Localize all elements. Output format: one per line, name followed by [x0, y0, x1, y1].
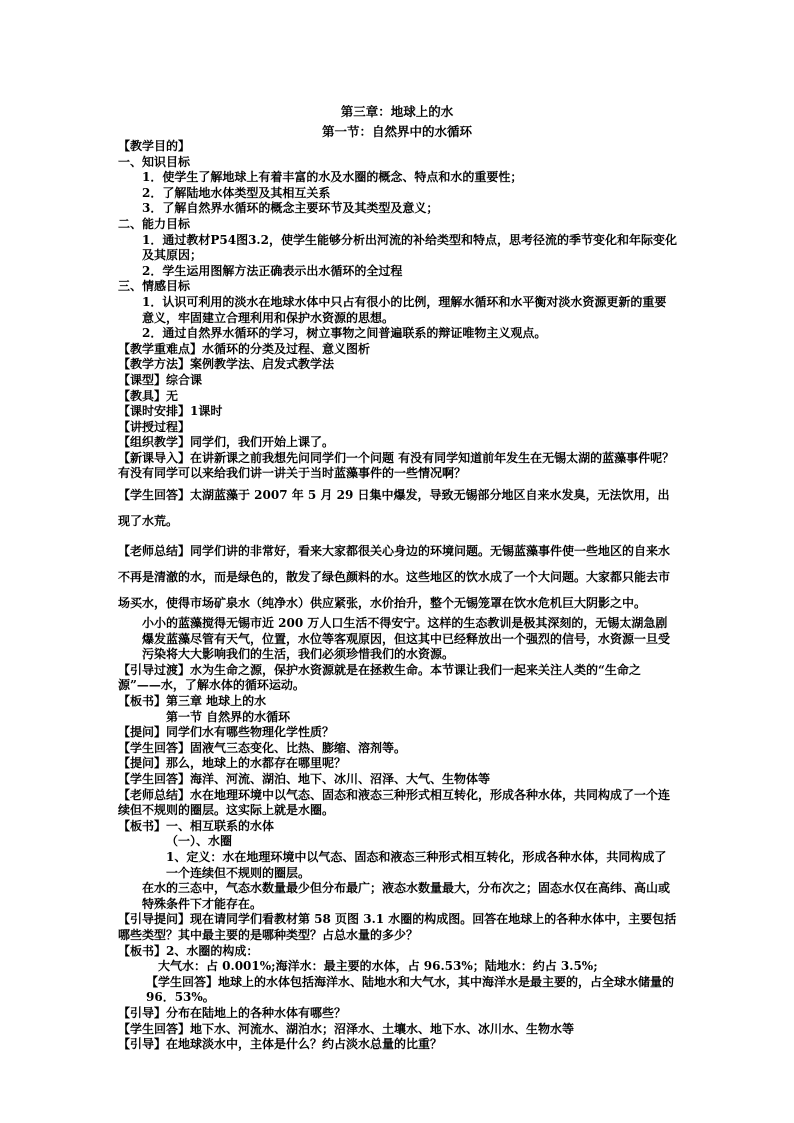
text-line: 【老师总结】水在地理环境中以气态、固态和液态三种形式相互转化，形成各种水体，共同构成了一个连续但不规则的圈层。这实际上就是水圈。 [118, 787, 671, 818]
text-line: （一）、水圈 [166, 834, 233, 849]
text-line: 【组织教学】同学们，我们开始上课了。 [118, 435, 335, 450]
text-line: 小小的蓝藻搅得无锡市近 200 万人口生活不得安宁。这样的生态教训是极其深刻的，无锡太湖急剧爆发蓝藻尽管有天气，位置，水位等客观原因，但这其中已经释放出一个强烈的信号，水资源一旦受污染将大大影响我们的生活，我们必须珍惜我们的水资源。 [142, 616, 671, 662]
text-line: 【引导】在地球淡水中，主体是什么？约占淡水总量的比重？ [118, 1037, 443, 1052]
section-title: 第一节：自然界中的水循环 [321, 124, 472, 139]
text-line: 【学生回答】太湖蓝藻于 2007 年 5 月 29 日集中爆发，导致无锡部分地区自来水发臭，无法饮用，出现了水荒。 [118, 488, 670, 529]
text-line: 3．了解自然界水循环的概念主要环节及其类型及意义； [142, 201, 439, 216]
text-line: 【板书】一、相互联系的水体 [118, 818, 275, 833]
text-line: 【课型】综合课 [118, 372, 203, 387]
text-line: 大气水：占 0.001%;海洋水：最主要的水体，占 96.53%；陆地水：约占 3.5%; [158, 959, 598, 974]
text-line: 【板书】第三章 地球上的水 [118, 694, 267, 709]
text-line: 三、情感目标 [118, 279, 191, 294]
text-line: 【引导过渡】水为生命之源，保护水资源就是在拯救生命。本节课让我们一起来关注人类的“生命之源”——水，了解水体的循环运动。 [118, 662, 641, 693]
text-line: 1．认识可利用的淡水在地球水体中只占有很小的比例，理解水循环和水平衡对淡水资源更新的重要意义，牢固建立合理利用和保护水资源的思想。 [142, 294, 667, 325]
text-line: 2．学生运用图解方法正确表示出水循环的全过程 [142, 263, 403, 278]
text-line: 1．通过教材P54图3.2，使学生能够分析出河流的补给类型和特点，思考径流的季节变化和年际变化及其原因； [142, 232, 677, 263]
text-line: 二、能力目标 [118, 216, 191, 231]
text-line: 【学生回答】地球上的水体包括海洋水、陆地水和大气水，其中海洋水是最主要的，占全球水储量的 96．53%。 [146, 974, 675, 1005]
text-line: 【学生回答】地下水、河流水、湖泊水；沼泽水、土壤水、地下水、冰川水、生物水等 [118, 1021, 575, 1036]
text-line: 【教学重难点】水循环的分类及过程、意义图析 [118, 341, 371, 356]
text-line: 第一节 自然界的水循环 [166, 709, 291, 724]
text-line: 一、知识目标 [118, 154, 191, 169]
text-line: 【教学方法】案例教学法、启发式教学法 [118, 357, 335, 372]
text-line: 【板书】2、水圈的构成： [118, 943, 259, 958]
text-line: 2．了解陆地水体类型及其相互关系 [142, 185, 331, 200]
text-line: 【讲授过程】 [118, 419, 191, 434]
text-line: 【课时安排】1课时 [118, 404, 223, 419]
text-line: 【教学目的】 [118, 139, 191, 153]
text-line: 【学生回答】固液气三态变化、比热、膨缩、溶剂等。 [118, 740, 407, 755]
text-line: 【提问】同学们水有哪些物理化学性质？ [118, 725, 335, 740]
text-line: 【引导】分布在陆地上的各种水体有哪些？ [118, 1005, 347, 1020]
text-line: 【新课导入】在讲新课之前我想先问同学们一个问题 有没有同学知道前年发生在无锡太湖的蓝藻事件呢？有没有同学可以来给我们讲一讲关于当时蓝藻事件的一些情况啊？ [118, 450, 675, 481]
chapter-title: 第三章：地球上的水 [340, 104, 454, 119]
text-line: 【教具】无 [118, 388, 179, 403]
text-line: 【引导提问】现在请同学们看教材第 58 页图 3.1 水圈的构成图。回答在地球上的各种水体中，主要包括哪些类型？其中最主要的是哪种类型？占总水量的多少？ [118, 912, 677, 942]
text-line: 在水的三态中，气态水数量最少但分布最广；液态水数量最大，分布次之；固态水仅在高纬、高山或特殊条件下才能存在。 [142, 881, 671, 911]
text-line: 【老师总结】同学们讲的非常好，看来大家都很关心身边的环境问题。无锡蓝藻事件使一些地区的自来水不再是清澈的水，而是绿色的，散发了绿色颜料的水。这些地区的饮水成了一个大问题。大家都只能去市场买水，使得市场矿泉水（纯净水）供应紧张，水价抬升，整个无锡笼罩在饮水危机巨大阴影之中。 [118, 544, 671, 611]
text-line: 【提问】那么，地球上的水都存在哪里呢？ [118, 756, 347, 771]
text-line: 1、定义：水在地理环境中以气态、固态和液态三种形式相互转化，形成各种水体，共同构成了一个连续但不规则的圈层。 [166, 849, 667, 880]
text-line: 2．通过自然界水循环的学习，树立事物之间普遍联系的辩证唯物主义观点。 [142, 326, 547, 341]
text-line: 【学生回答】海洋、河流、湖泊、地下、冰川、沼泽、大气、生物体等 [118, 772, 491, 786]
document-body [118, 139, 678, 1053]
text-line: 1．使学生了解地球上有着丰富的水及水圈的概念、特点和水的重要性； [142, 170, 523, 185]
